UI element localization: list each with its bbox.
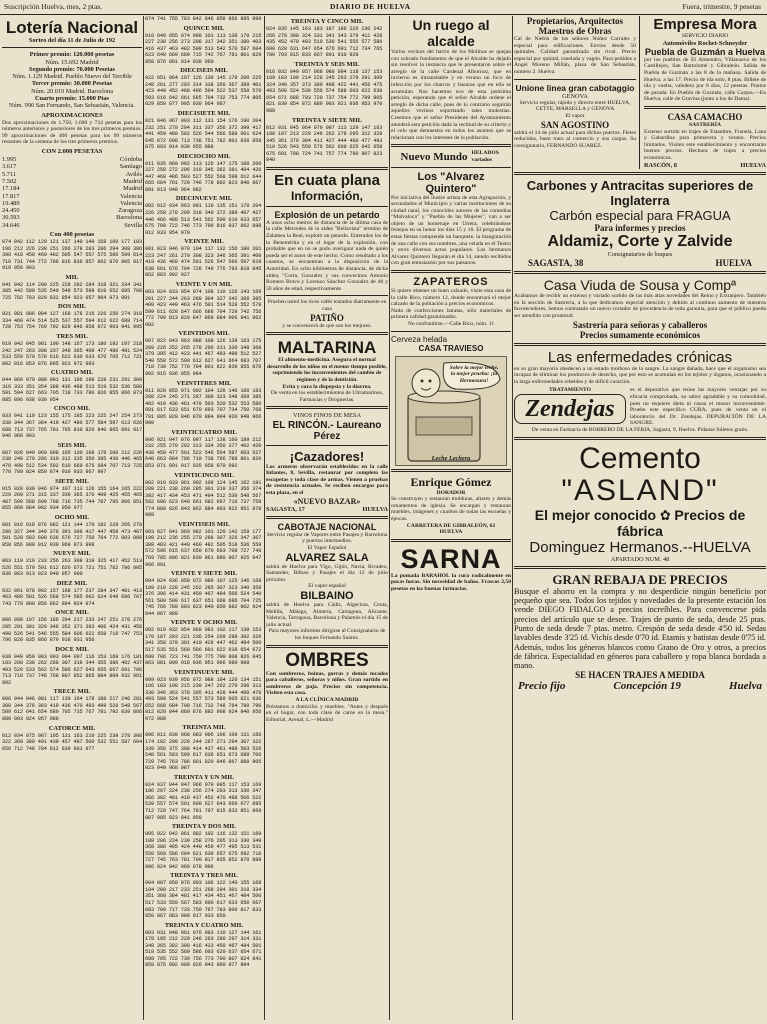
ad-text: Dominguez Hermanos.--HUELVA: [529, 538, 751, 556]
ad-brand: SARNA: [400, 543, 502, 574]
group-numbers: 024 037 044 047 066 079 095 117 153 169 186 207 224 238 256 274 293 313 330 347 366 382 401 418 437 452 470 488 506 522 539 557 574 591 609 627 643 660 677 695 712 729 747 764 781 797 815 833 851 869 887 905 923 941 959: [145, 781, 262, 821]
prize-row: 17.184 Madrid: [2, 185, 142, 193]
group-label: TREINTA Y CUATRO MIL: [164, 921, 244, 929]
ad-text: Cal de Niebla de los señores Núñez Corrales y especial para edificaciones. Envíos desde 50 quintales. Calidad garantizada sin rival. Precio especial por quintal, tonelada y vagón. Para pedidos a Ángel Moreno Millán, plaza de San Sebastián, número 2. Huelva.: [514, 36, 636, 75]
ad-nuevo-mundo: Nuevo Mundo HELADOS variados: [400, 150, 499, 163]
group-numbers: 003 031 048 061 076 093 110 127 144 161 178 195 212 229 246 263 280 297 314 331 348 365 382 399 416 433 450 467 484 501 518 535 552 569 586 603 620 637 654 671 688 705 722 739 756 773 790 807 824 841 858 875 892 909 926 943 960 977 994: [145, 929, 262, 969]
group-label: VEINTISEIS MIL: [178, 520, 230, 528]
group-label: DIECINUEVE MIL: [175, 195, 233, 203]
prize-line: Cuarto premio: 15.000 Ptas: [34, 95, 110, 103]
ad-right-stack: [644, 16, 766, 169]
group-numbers: 004 024 036 058 072 089 107 125 146 168 189 210 228 245 262 285 307 323 340 358 376 396 414 431 450 467 484 506 524 540 561 580 599 617 637 651 668 686 704 725 745 766 780 803 823 840 859 882 902 924 944 967 989: [145, 578, 262, 617]
group-numbers: 006 098 107 156 186 204 217 233 247 251 270 276 285 291 301 329 346 352 371 393 406 424 431 458 498 526 541 546 555 584 606 622 658 719 747 753 796 828 835 866 879 918 931 956: [2, 617, 142, 644]
group-numbers: 021 046 067 093 112 131 154 176 190 204 232 251 270 294 311 337 356 372 399 417 441 459 480 502 526 544 566 588 601 624 645 672 698 713 738 751 782 801 836 858 875 893 914 930 955 988: [145, 118, 262, 151]
illustration-brand: Leche Lechera: [431, 455, 471, 463]
group-numbers: 021 081 086 094 127 168 178 216 226 250 274 310 334 460 474 514 525 537 557 594 612 622 688 714 728 753 754 769 792 829 846 858 872 903 941 995: [2, 311, 142, 331]
lottery-title: Lotería Nacional: [5, 18, 139, 37]
group-numbers: 004 007 050 076 093 106 122 140 155 168 184 200 217 233 251 268 284 301 318 334 351 368 384 401 417 434 451 467 484 500 517 533 550 567 583 600 617 633 650 667 683 700 717 733 750 767 783 800 817 833 850 867 883 900 917 933 950: [145, 880, 262, 920]
ad-brand: «NUEVO BAZAR»: [293, 496, 361, 506]
ad-subheading: Consignatarios de buques: [607, 250, 673, 258]
ad-heading: Unione linea gran cabotaggio: [515, 82, 635, 93]
group-numbers: 009 023 039 056 072 088 104 120 134 151 166 183 198 215 230 247 262 279 296 313 330 346 363 378 395 411 428 444 460 476 493 508 524 541 557 573 589 605 621 636 652 668 684 700 716 732 748 764 780 796 812 828 844 860 876 892 908 924 940 956 972 988: [145, 676, 262, 722]
group-label: VEINTE MIL: [184, 238, 224, 246]
ad-brand: Cemento: [579, 441, 701, 475]
prize-line: Primer premio: 120.000 pesetas: [29, 51, 115, 59]
group-numbers: 022 051 064 107 126 139 145 179 200 225 248 261 277 293 314 338 350 367 389 401 423 440 452 468 496 504 522 537 558 570 593 616 642 661 685 704 732 753 774 805 829 850 877 905 930 964 987: [145, 75, 262, 108]
group-label: DIECISEIS MIL: [180, 67, 228, 75]
numbers-label: TREINTA Y CINCO MIL: [290, 18, 364, 25]
ship-name: BILBAINO: [300, 590, 354, 603]
ad-heading: GRAN REBAJA DE PRECIOS: [552, 571, 728, 587]
ad-brand: "ASLAND": [561, 473, 719, 507]
ads-column: [514, 16, 766, 1020]
numbers-label: TREINTA Y SEIS MIL: [294, 60, 360, 68]
ad-heading: VINOS FINOS DE MESA: [292, 412, 362, 420]
group-label: CUATRO MIL: [50, 369, 94, 377]
ship-name: SAN AGOSTINO: [540, 119, 610, 130]
prize-line: Tercer premio: 30.000 Pesetas: [31, 80, 113, 88]
ad-text: Prueben usted los ricos cafés tostados diariamente en casa: [267, 299, 387, 312]
group-numbers: 074 042 112 120 121 137 140 149 158 160 177 183 196 212 226 230 251 266 278 283 286 294 308 386 390 418 450 469 482 505 547 557 575 586 599 614 710 731 744 772 786 816 836 857 862 870 905 917 919 950 993: [2, 239, 142, 272]
ad-heading: ZAPATEROS: [413, 276, 489, 289]
number-list: 024 035 145 163 183 187 196 226 230 242 266 278 300 324 331 341 343 379 411 428 435 452 479 493 519 530 541 555 577 586 600 628 631 647 654 676 691 712 734 765 780 793 815 833 867 891 910 928: [266, 26, 383, 59]
ad-brand: Casa Viuda de Sousa y Compª: [543, 277, 737, 294]
news-column-3: [266, 16, 388, 1020]
ad-text: Extenso surtido en trajes de Estambre, Franela, Lana y Gabardina para primavera y verano. Precios limitados. Visiten este establecimiento y encontrarán buenos precios. Hechura de trajes a precios económicos.: [644, 128, 766, 162]
article-title: Los "Alvarez Quintero": [417, 170, 485, 195]
ad-text: Préstamos a domicilio y muebles. "Antes y después en el hogar, con toda clase de carne en la mesa." Editorial, Arenal, L.—Madrid: [266, 703, 388, 723]
group-numbers: 002 010 033 061 092 109 124 145 162 191 208 221 238 260 285 301 319 337 356 374 392 417 434 453 471 494 512 530 548 567 582 606 623 640 661 682 697 716 737 758 774 800 826 843 862 884 903 922 951 978 989: [145, 479, 262, 519]
ad-text: El Vapor Español: [307, 545, 347, 552]
group-numbers: 003 024 033 054 074 108 110 126 143 169 201 227 244 263 289 304 327 342 366 385 400 423 449 463 476 501 514 528 552 578 599 611 628 647 666 688 704 729 742 756 772 799 813 829 847 869 884 906 941 962 982: [145, 288, 262, 328]
ad-text: Evita y cura la dispepsia y la diarrea.: [282, 383, 372, 390]
group-numbers: 011 028 055 071 092 104 126 140 160 183 208 224 245 271 287 300 323 348 369 385 402 419 436 461 479 503 520 532 553 580 601 617 633 651 670 693 707 734 750 768 791 805 829 846 870 884 904 920 948 966 980: [145, 387, 262, 427]
ad-text: es el depurativo que reúne las mayores ventajas por su eficacia comprobada, su sabor agradable y su comodidad, pues no requiere dieta ni causa el menor inconveniente. Pruebe este específico CURA, pues de venta en el laboratorio del Dr. Zendejas. DEPURACIÓN DE LA SANGRE.: [630, 387, 766, 427]
ad-text: Busque el ahorro en la compra y no desperdicie ningún beneficio por pequeño que sea. Todos los tejidos y novedades de la presente estación los vende DIEGO FIDALGO a precios increíbles. Para convencerse pida precios del artículo que se desee. Trajes de punto de seda, desde 25 ptas. Punto de seda desde 7 ptas. metro. Crespón de seda desde 4'50 id. Sedas lavables desde 3'25 id. Vichís desde 0'70 id. Etamis y batistas desde 0'75 id. Además, todos los géneros blancos como Grano de Oro y otros, a precios de fábrica. Especialidad en géneros para caballero y ropa blanca bordada a mano.: [514, 586, 766, 671]
group-label: MIL: [65, 273, 79, 281]
zendejas-logo: TRATAMIENTO Zendejas: [514, 387, 626, 427]
group-label: VEINTITRES MIL: [176, 379, 232, 387]
ad-subheading: Automóviles Rochet-Schneyder: [662, 39, 748, 47]
group-label: TREINTA MIL: [182, 724, 226, 732]
ad-subheading: Carbón especial para FRAGUA: [549, 207, 731, 223]
ad-subheading: Sastrería para señoras y caballeros: [572, 319, 708, 330]
ad-text: Se construyen y restauran molduras, altares y demás ornamentos de iglesia. Se encargan y restauran muebles, imágenes y cuadros de todas las escuelas y épocas.: [391, 496, 511, 522]
group-label: VEINTINUEVE MIL: [173, 668, 235, 676]
group-label: TREINTA Y UN MIL: [173, 773, 235, 781]
prize-row: 24.450 Zaragoza: [2, 207, 142, 215]
group-label: OCHO MIL: [54, 513, 90, 521]
group-numbers: 002 012 034 063 091 119 135 151 179 204 226 258 278 299 318 340 372 389 407 427 446 466 488 513 541 562 590 610 633 657 675 708 722 746 773 799 816 837 862 888 912 933 954 979: [145, 203, 262, 236]
prize-line: Segundo premio: 70.000 Pesetas: [29, 65, 115, 73]
ad-heading: CABOTAJE NACIONAL: [277, 521, 377, 532]
ad-address: RASCÓN, 8 HUELVA: [644, 161, 766, 169]
lottery-numbers-column: [145, 16, 263, 1020]
milk-ad-illustration: [395, 356, 507, 466]
ad-brand: OMBRES: [285, 649, 369, 671]
ad-text: De venta en los establecimientos de Ultramarinos, Farmacias y Droguerías.: [270, 390, 384, 403]
group-label: TRECE MIL: [53, 688, 91, 696]
group-numbers: 001 016 018 076 082 121 144 170 182 228 265 278 286 327 344 349 376 391 398 417 447 459 473 487 501 528 583 600 636 676 727 750 764 772 803 808 850 856 889 912 939 969 973 998: [2, 521, 142, 548]
prize-line: Núm. 15.692 Madrid: [45, 58, 99, 66]
prizes-2000-title: CON 2.000 PESETAS: [41, 148, 103, 156]
ad-text: en su gran mayoría obedecen a un estado morboso de la sangre. La sangre dañada, hace que el organismo sea incapaz de eliminar los productos de desecho, que por esto se acumulan en los tejidos y órganos, ocasionando a la larga enfermedades rebeldes y de difícil curación.: [514, 365, 766, 385]
group-label: DOS MIL: [58, 303, 86, 311]
group-label: ONCE MIL: [55, 609, 89, 617]
group-numbers: 001 023 046 079 104 117 132 156 180 201 223 247 261 279 308 323 346 365 391 400 419 436 460 474 501 526 547 566 597 619 638 661 676 704 728 749 776 793 818 845 862 883 902 927: [145, 246, 262, 279]
ad-text: Acabamos de recibir un extenso y variado surtido de las más altas novedades del Reino y Extranjero. También en la sección de Sastrería, a la que dedicamos especial atención y debido al continuo aumento de nuestros favorecedores, hemos contratado un nuevo cortador de procedencia de toda garantía, para que el público pueda ser atendido con prontitud.: [514, 293, 766, 319]
ad-text: por los pueblos de El Almendro, Villanueva de los Castillejos, San Bartolomé y Gibraleón. Salida de Puebla de Guzmán a las 8 de la mañana. Salida de Huelva, a las 17. Precio de ida solo, 8 ptas. Billete de ida y vuelta, valedero por 8 días, 12 pesetas. Puntos de parada: En Puebla de Guzmán, calle Carpas.—En Huelva, calle de Gravina (junto a los de Dama).: [644, 56, 766, 103]
group-label: QUINCE MIL: [183, 24, 225, 32]
number-groups: [145, 25, 263, 969]
ad-heading: A LA CLÍNICA MADRID: [295, 696, 359, 703]
group-label: VEINTE Y SIETE MIL: [170, 570, 238, 578]
column-rule: [512, 16, 513, 1020]
group-numbers: 007 022 043 063 088 108 126 139 163 175 209 226 252 265 278 296 311 330 348 368 379 395 412 423 441 467 483 498 512 527 540 558 572 590 612 627 641 664 683 707 718 730 752 770 784 801 822 839 855 870 902 915 936 955 984: [145, 338, 262, 377]
group-numbers: 002 019 032 054 068 081 102 117 139 153 170 187 203 221 236 254 269 288 302 320 341 358 379 391 410 428 447 462 484 500 517 535 551 569 586 601 622 638 654 672 688 706 723 741 759 775 790 808 826 845 863 881 899 918 936 951 966 980 998: [145, 627, 262, 667]
article-body: A unos ocho metros de distancia de la última casa de la calle Mercedes de la aldea "Bellavista" término de Zalamea la Real, explotó un petardo. Enterados los de la Benemérita y en el lugar de la explosión, con probable que en no se pudo averiguar nada de quién pueda ser el autor de este hecho. Como resultado a los cuantos, se encuentran a la disposición de la Autoridad. En ocho kilómetros de distancia, de dicha aldea, "Corta, Gonzalez y sus convecinos Antonio Romero Bravo y Lorenzo Sánchez Gonzalez de 40 y 50 años de edad, respectivamente.: [266, 219, 388, 292]
ad-text: saldrá de Huelva para Cádiz, Algeciras, Ceuta, Melilla, Málaga, Almería, Cartagena, Alicante, Valencia, Tarragona, Barcelona y Palamós el día 15 de julio actual.: [266, 602, 388, 628]
newspaper-name: DIARIO DE HUELVA: [330, 2, 411, 11]
ad-brand: MALTARINA: [277, 338, 377, 358]
ad-address: SAGASTA, 17 HUELVA: [266, 505, 388, 513]
group-numbers: 005 022 042 061 082 102 116 132 151 169 188 206 224 239 258 276 295 313 330 349 368 386 405 424 440 459 477 495 513 531 550 569 586 604 621 639 657 675 692 710 727 745 763 781 799 817 835 852 870 888 906 924 942 960 978 996: [145, 831, 262, 870]
ad-text: La pomada BARAHOL la cura radicalmente en pocas horas. Sin necesidad de baños. Frascos 2,50 pesetas en las buenas farmacias.: [391, 572, 511, 592]
ad-brand: EL RINCÓN.- Laureano Pérez: [272, 419, 382, 442]
group-numbers: 006 011 039 068 083 096 106 109 131 160 174 182 209 229 244 267 271 294 307 322 339 356 375 398 414 437 461 488 503 526 540 561 583 599 617 636 651 673 689 706 728 745 763 786 801 820 846 867 888 905 923 949 968 987: [145, 732, 262, 772]
ad-brand: CASA CAMACHO: [667, 112, 743, 123]
article-title: Un ruego al alcalde: [412, 17, 490, 49]
ad-text: Si quiere obtener un buen calzado, visite esta casa de la calle Rico, número 12, donde encontrará el mejor calzado de la población a precios económicos.: [391, 288, 511, 308]
group-numbers: 006 044 046 081 117 139 164 178 188 217 246 281 300 344 376 393 419 436 470 493 499 526 548 567 589 612 641 654 689 705 735 767 781 792 839 866 880 903 924 957 988: [2, 696, 142, 722]
group-numbers: 019 042 045 081 100 148 167 173 180 192 197 218 242 247 263 308 337 348 365 408 477 480 491 524 533 559 570 578 616 622 630 633 670 705 712 721 802 816 853 876 895 923 972 993: [2, 341, 142, 367]
section-subheading: Información,: [290, 188, 363, 203]
column-rule: [389, 16, 390, 1020]
group-label: VEINTE Y OCHO MIL: [170, 619, 238, 627]
ad-brand: Empresa Mora: [653, 16, 757, 33]
ad-text: Nada de confecciones baratas, sólo materiales de primera calidad garantizados.: [391, 307, 511, 321]
group-numbers: 041 042 114 200 225 228 282 284 318 321 334 341 385 442 500 535 540 548 573 598 619 652 685 708 725 782 783 829 832 854 923 957 964 973 991: [2, 281, 142, 301]
masthead-strip: [0, 0, 767, 15]
article-body: Varios vecinos del barrio de los Molinos se quejan con sobrado fundamento de que el Alcalde ha dejado sin resolver la instancia que le presentaron sobre el arreglo de la calle Cardenal Albornoz, que en invierno es intransitable y en verano un foco de infección por los charcos y basuras que en ella se acumulan. Nos hacemos eco de esta justísima petición, esperando que el señor Alcalde ordene el arreglo de dicha calle, pues de lo contrario seguirán aquellos vecinos soportando tales molestias. Creemos que el señor Presidente del Ayuntamiento atenderá esta petición dada la rectitud de su criterio y el celo que demuestra en todos los asuntos que se relacionan con los intereses de la población.: [391, 49, 511, 141]
prizes-400-title: Con 400 pesetas: [49, 231, 95, 239]
ad-heading: ¡Cazadores!: [289, 448, 365, 464]
numbers-label: TREINTA Y SIETE MIL: [291, 116, 362, 124]
ad-heading: Cerveza helada: [391, 334, 448, 344]
subscription-outside: Fuera, trimestre, 9 pesetas: [682, 2, 761, 11]
prize-line: Núm. 990 San Fernando, San Sebastián, Valencia.: [8, 102, 136, 110]
group-label: VEINTICINCO MIL: [174, 471, 234, 479]
group-label: SIETE MIL: [55, 477, 89, 485]
ad-text: saldrá el 14 de julio actual para dichos puertos. Fletes reducidos, buen trato al comercio y sus cargas. Su consignatario, FERNANDO SUAREZ.: [514, 129, 636, 149]
prize-line: Núm. 1.129 Madrid. Pueblo Nuevo del Terrible: [12, 73, 132, 81]
article-title: Explosión de un petardo: [274, 209, 380, 220]
ad-text: No confundirse.—Calle Rico, núm. 11: [407, 321, 495, 327]
group-label: VEINTIDOS MIL: [178, 330, 230, 338]
group-label: SEIS MIL: [57, 441, 87, 449]
ad-text: APARTADO NUM. 48: [610, 555, 670, 563]
group-label: VEINTE Y UN MIL: [175, 280, 233, 288]
ad-text: Con sombreros, boinas, gorras y demás tocados para caballeros, señoras y niños. Gran surtido en sombreros de paja. Precios sin competencia. Visiten esta casa.: [266, 670, 388, 697]
ad-subheading: SERVICIO DIARIO: [681, 33, 729, 39]
prize-row: 5.711 Avilés: [2, 170, 142, 178]
ad-subheading: DORADOR: [436, 489, 466, 496]
group-label: TRES MIL: [56, 333, 88, 341]
group-numbers: 032 061 078 092 157 168 177 237 284 347 401 413 463 489 501 526 568 574 585 602 624 649 686 707 743 770 800 856 862 894 924 974: [2, 587, 142, 607]
zendejas-ad: [514, 387, 766, 427]
ad-text: De venta en Farmacia de BORRERO DE LA FERIA, Sagasta, 9, Huelva. Pídanse folletos gratis.: [531, 426, 749, 433]
ad-text: Para mayores informes dirigirse al Consignatario de los buques Fernando Suárez.: [268, 628, 386, 641]
prize-row: 3.617 Santiago: [2, 163, 142, 171]
number-list: 012 031 045 064 079 097 113 129 147 163 180 197 213 229 246 262 279 295 312 328 345 361 378 394 411 427 444 460 477 493 510 526 543 559 576 592 609 625 642 658 675 691 708 724 741 757 774 790 807 823 840: [266, 124, 383, 164]
ad-brand: PATIÑO: [310, 312, 344, 323]
ads-row-top: [514, 16, 766, 169]
lottery-prizes: [2, 51, 142, 109]
ad-text: El vapor: [565, 113, 585, 120]
group-numbers: 006 021 047 076 097 117 138 160 189 212 232 255 270 292 313 334 350 377 402 420 438 459 477 501 522 546 564 587 603 627 640 663 684 706 719 738 766 788 801 820 853 871 891 917 935 958 970 992: [145, 436, 262, 469]
ad-text: y se convencerá de que son los mejores.: [282, 322, 372, 329]
group-numbers: 011 035 060 092 113 126 147 175 198 206 227 258 272 296 310 345 362 381 404 426 447 468 486 503 527 552 568 598 612 644 665 684 701 729 746 778 802 823 840 867 891 913 948 964 982: [145, 160, 262, 193]
ad-subheading: El mejor conocido ✿ Precios de fábrica: [534, 506, 746, 539]
group-label: NUEVE MIL: [53, 550, 91, 558]
ad-brand: CASA TRAVIESO: [418, 343, 484, 353]
group-numbers: 003 027 041 060 082 101 120 142 159 177 198 212 236 255 270 288 307 326 347 367 388 403 421 440 460 482 505 518 536 558 572 596 615 637 650 670 693 708 727 748 769 785 806 821 839 861 880 907 925 947 966 991: [145, 528, 262, 568]
number-list: 074 741 755 783 842 846 858 866 895 899: [145, 16, 262, 22]
group-label: TREINTA Y DOS MIL: [171, 823, 237, 831]
ad-heading: Maestros de Obras: [538, 26, 612, 36]
subscription-local: Suscripción Huelva, mes, 2 ptas.: [4, 2, 103, 11]
lottery-number-groups: [2, 239, 142, 752]
group-label: CINCO MIL: [53, 405, 91, 413]
ad-brand: Aldamiz, Corte y Zalvide: [547, 232, 733, 250]
ad-heading: Las enfermedades crónicas: [547, 348, 733, 366]
ad-heading: Propietarios, Arquitectos: [526, 16, 624, 26]
ad-subheading: GENOVA: [562, 92, 588, 100]
ad-address: SAGASTA, 38 HUELVA: [528, 258, 752, 269]
approximations-title: APROXIMACIONES: [41, 111, 103, 119]
prize-row: 30.593 Barcelona: [2, 214, 142, 222]
ad-text: saldrá de Huelva para Vigo, Gijón, Navia, Rivadeo, Santander, Bilbao y Pasajes el día 12 de julio próximo.: [266, 563, 388, 583]
prize-row: 7.502 Madrid: [2, 177, 142, 185]
group-numbers: 012 034 075 087 105 131 163 210 225 239 278 306 322 369 380 401 439 457 487 500 532 551 587 604 656 712 748 784 812 839 901 977: [2, 732, 142, 752]
group-numbers: 015 028 030 046 074 107 113 126 155 164 165 222 229 269 271 315 337 339 365 376 409 425 455 465 487 500 568 609 708 716 735 744 787 795 806 851 855 869 884 902 934 950 977: [2, 485, 142, 512]
column-rule: [264, 16, 265, 1020]
ad-text: Servicio regular de Vapores entre Pasajes y Barcelona y puertos intermedios.: [266, 531, 388, 545]
ad-text: El vapor español: [308, 583, 346, 590]
ad-address: CARRETERA DE GIBRALEÓN, 62: [406, 522, 496, 529]
group-numbers: 044 060 079 088 091 131 196 198 228 231 291 309 316 333 351 354 388 436 488 513 519 532 536 580 591 594 627 663 705 718 733 780 826 855 866 873 885 896 938 939 954: [2, 377, 142, 403]
prizes-2000-table: [2, 156, 142, 229]
column-rule: [143, 16, 144, 1020]
lottery-column: [2, 16, 142, 1020]
ad-text: Para informes y precios: [594, 222, 686, 233]
article-body: Por iniciativa del ilustre artista de esta Agrupación, y secundados el Municipio y varias instituciones de su ciudad natal, los conocidos autores de las comedias "Malvaloca" y "Puebla de las Mujeres", van a ser objeto de un homenaje en Utrera, celebrándose festejos en su honor los días 15 y 16. El programa de estas fiestas comprende un banquete, la inauguración de una calle con sus nombres, una velada en el Teatro y otros diversos actos populares. Los hermanos Alvarez Quintero llegarán el día 14, siendo recibidos con gran entusiasmo por sus paisanos.: [391, 194, 511, 267]
approximations-text: Dos aproximaciones de 1.750, 1.600 y 734 pesetas para los números anteriores y posteriores de los tres primeros premios. 99 aproximaciones de 400 pesetas para los 99 números restantes de la centena de los tres primeros premios.: [2, 119, 142, 146]
ad-text: El alimento-medicina. Asegura el normal desarrollo de los niños en el menor tiempo posible, suprimiendo los inconvenientes del cambio de régimen y de la dentición.: [267, 357, 387, 383]
ad-subheading: Precios sumamente económicos: [579, 329, 701, 340]
group-label: CATORCE MIL: [48, 724, 96, 732]
group-label: DIECIOCHO MIL: [177, 152, 231, 160]
ad-subheading: SASTRERÍA: [688, 122, 722, 129]
group-numbers: 007 020 049 069 098 105 130 168 178 200 212 226 238 248 270 286 310 312 335 350 395 430 446 465 476 498 512 534 592 610 669 676 684 707 713 725 778 789 824 850 874 910 933 967 997: [2, 449, 142, 476]
group-label: DIECISIETE MIL: [177, 110, 231, 118]
ad-left-stack: [514, 16, 640, 169]
illustration-caption: Sobre la mejor leche, la mejor prueba: ¡la Hermosura!: [449, 364, 499, 384]
group-numbers: 033 041 119 123 155 175 185 223 225 247 254 273 338 344 367 384 419 427 480 577 584 597 613 626 688 713 737 765 781 795 810 826 840 865 891 917 946 968 993: [2, 413, 142, 440]
group-numbers: 038 049 059 083 093 094 097 116 153 169 176 181 183 208 238 262 288 307 318 344 355 386 402 437 493 520 533 562 574 596 627 643 655 667 681 706 713 718 737 746 768 807 852 865 884 909 932 961 992: [2, 653, 142, 686]
prize-row: 17.817 Valencia: [2, 192, 142, 200]
group-label: VEINTICUATRO MIL: [171, 428, 237, 436]
group-numbers: 010 040 055 074 098 101 113 138 179 215 227 238 256 273 298 317 342 351 380 403 416 437 463 482 509 513 542 570 587 604 623 648 669 689 715 742 767 781 801 829 858 876 891 914 938 960: [145, 32, 262, 65]
group-label: DOCE MIL: [55, 645, 89, 653]
ad-heading: Carbones y Antracitas superiores de Inglaterra: [526, 177, 754, 208]
lottery-subtitle: Sorteo del día 11 de Julio de 192: [28, 37, 116, 44]
ad-text: Los armeros observarán establecidos en la calle Infantes, 8, Sevilla, restaurar por completo las escopetas y toda clase de armas. Vienen a pruebas de resistencia actuales. Se reciben encargos para esta plaza, en el: [266, 463, 388, 496]
ad-subheading: SE HACEN TRAJES A MEDIDA: [575, 670, 705, 681]
section-heading: En cuata plana: [274, 171, 380, 189]
ad-heading: Puebla de Guzmán a Huelva: [644, 46, 766, 57]
news-column-4: [391, 16, 511, 1020]
prize-line: Núm. 20.019 Madrid. Barcelona: [31, 87, 113, 95]
group-label: DIEZ MIL: [56, 579, 88, 587]
group-numbers: 063 119 219 233 256 263 308 319 325 417 452 513 526 551 570 591 612 620 673 721 751 762 786 805 836 883 913 923 940 957 990: [2, 558, 142, 578]
ad-city: HUELVA: [439, 529, 463, 536]
number-list: 016 032 049 057 068 080 094 118 137 153 169 183 199 214 228 245 263 279 291 309 324 340 357 373 389 408 422 441 456 475 493 508 524 539 556 574 588 603 622 638 654 671 688 703 720 737 754 772 789 805 821 839 854 872 889 903 921 936 953 970 988: [266, 68, 383, 115]
prize-row: 1.995 Córdoba: [2, 156, 142, 164]
ad-address: Precio fijo Concepción 19 Huelva: [518, 680, 762, 693]
prize-row: 19.489 Valencia: [2, 199, 142, 207]
prize-row: 34.646 Sevilla: [2, 221, 142, 229]
group-label: TREINTA Y TRES MIL: [170, 872, 238, 880]
ad-text: Servicio regular, rápido y directo entre HUELVA, CETTE, MARSELLA y GENOVA: [519, 99, 631, 113]
ad-heading: Enrique Gómez: [410, 474, 492, 489]
ship-name: ALVAREZ SALA: [285, 551, 369, 564]
